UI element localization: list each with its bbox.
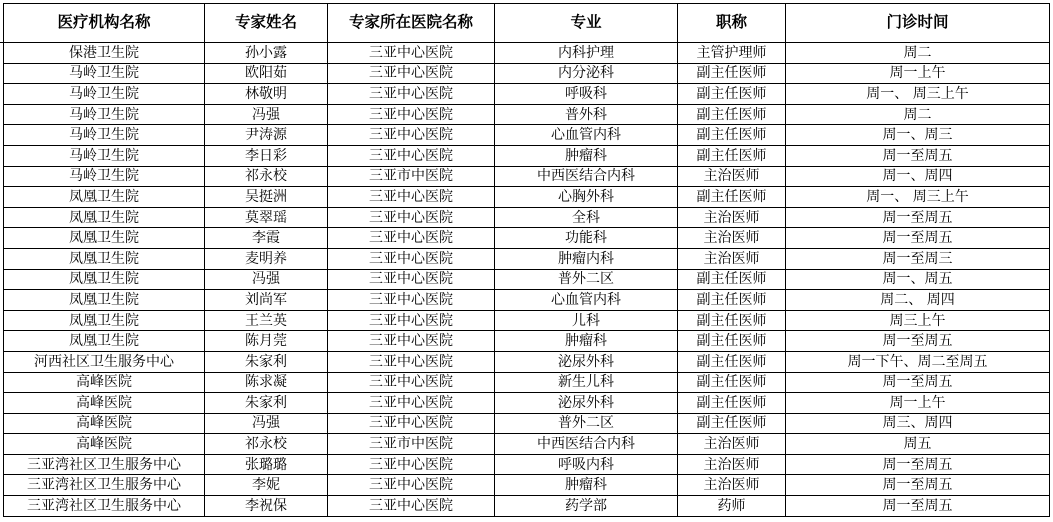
cell-specialty: 药学部 xyxy=(495,496,678,517)
header-specialty: 专业 xyxy=(495,4,678,43)
cell-clinic-time: 周一、周四 xyxy=(786,166,1050,187)
cell-institution: 马岭卫生院 xyxy=(4,104,205,125)
table-row xyxy=(4,187,1050,208)
cell-expert-name: 王兰英 xyxy=(205,310,328,331)
cell-expert-hospital: 三亚中心医院 xyxy=(328,393,495,414)
cell-title: 药师 xyxy=(678,496,786,517)
cell-specialty: 中西医结合内科 xyxy=(495,166,678,187)
cell-expert-hospital: 三亚中心医院 xyxy=(328,290,495,311)
cell-specialty: 新生儿科 xyxy=(495,372,678,393)
cell-title: 副主任医师 xyxy=(678,104,786,125)
cell-clinic-time: 周一至周五 xyxy=(786,496,1050,517)
cell-expert-name: 孙小露 xyxy=(205,43,328,64)
table-row xyxy=(4,228,1050,249)
cell-expert-hospital: 三亚中心医院 xyxy=(328,84,495,105)
cell-institution: 凤凰卫生院 xyxy=(4,187,205,208)
cell-expert-hospital: 三亚中心医院 xyxy=(328,454,495,475)
table-row xyxy=(4,331,1050,352)
header-expert-hospital: 专家所在医院名称 xyxy=(328,4,495,43)
cell-specialty: 泌尿外科 xyxy=(495,351,678,372)
table-row xyxy=(4,166,1050,187)
cell-clinic-time: 周一、周五 xyxy=(786,269,1050,290)
cell-institution: 马岭卫生院 xyxy=(4,84,205,105)
cell-expert-hospital: 三亚中心医院 xyxy=(328,228,495,249)
cell-institution: 三亚湾社区卫生服务中心 xyxy=(4,496,205,517)
cell-title: 副主任医师 xyxy=(678,331,786,352)
cell-expert-name: 李祝保 xyxy=(205,496,328,517)
cell-clinic-time: 周一至周五 xyxy=(786,454,1050,475)
cell-expert-name: 麦明养 xyxy=(205,248,328,269)
cell-institution: 三亚湾社区卫生服务中心 xyxy=(4,454,205,475)
cell-specialty: 心血管内科 xyxy=(495,290,678,311)
cell-clinic-time: 周一下午、周二至周五 xyxy=(786,351,1050,372)
cell-clinic-time: 周一至周五 xyxy=(786,331,1050,352)
cell-specialty: 中西医结合内科 xyxy=(495,434,678,455)
cell-expert-hospital: 三亚市中医院 xyxy=(328,434,495,455)
cell-institution: 马岭卫生院 xyxy=(4,166,205,187)
cell-clinic-time: 周一至周五 xyxy=(786,207,1050,228)
cell-expert-name: 欧阳茹 xyxy=(205,63,328,84)
cell-institution: 凤凰卫生院 xyxy=(4,207,205,228)
cell-expert-name: 张璐璐 xyxy=(205,454,328,475)
cell-institution: 保港卫生院 xyxy=(4,43,205,64)
cell-institution: 马岭卫生院 xyxy=(4,63,205,84)
cell-specialty: 儿科 xyxy=(495,310,678,331)
cell-expert-hospital: 三亚中心医院 xyxy=(328,475,495,496)
cell-title: 主治医师 xyxy=(678,248,786,269)
cell-specialty: 肿瘤科 xyxy=(495,145,678,166)
cell-title: 副主任医师 xyxy=(678,290,786,311)
cell-title: 主治医师 xyxy=(678,434,786,455)
cell-title: 副主任医师 xyxy=(678,413,786,434)
cell-clinic-time: 周二 xyxy=(786,104,1050,125)
cell-institution: 高峰医院 xyxy=(4,413,205,434)
cell-clinic-time: 周三、周四 xyxy=(786,413,1050,434)
cell-expert-name: 冯强 xyxy=(205,413,328,434)
cell-clinic-time: 周一至周五 xyxy=(786,145,1050,166)
table-row xyxy=(4,413,1050,434)
table-row xyxy=(4,104,1050,125)
cell-clinic-time: 周一上午 xyxy=(786,63,1050,84)
cell-title: 副主任医师 xyxy=(678,393,786,414)
cell-clinic-time: 周一、 周三上午 xyxy=(786,84,1050,105)
table-row xyxy=(4,269,1050,290)
table-row xyxy=(4,454,1050,475)
cell-expert-hospital: 三亚中心医院 xyxy=(328,351,495,372)
cell-specialty: 普外二区 xyxy=(495,269,678,290)
header-clinic-time: 门诊时间 xyxy=(786,4,1050,43)
cell-expert-hospital: 三亚中心医院 xyxy=(328,125,495,146)
table-row xyxy=(4,145,1050,166)
cell-clinic-time: 周五 xyxy=(786,434,1050,455)
table-row xyxy=(4,434,1050,455)
table-row xyxy=(4,475,1050,496)
table-row xyxy=(4,207,1050,228)
cell-clinic-time: 周一、 周三上午 xyxy=(786,187,1050,208)
cell-title: 主治医师 xyxy=(678,207,786,228)
table-row xyxy=(4,63,1050,84)
cell-expert-name: 冯强 xyxy=(205,104,328,125)
cell-institution: 凤凰卫生院 xyxy=(4,269,205,290)
cell-specialty: 内科护理 xyxy=(495,43,678,64)
cell-specialty: 肿瘤科 xyxy=(495,475,678,496)
cell-institution: 凤凰卫生院 xyxy=(4,290,205,311)
cell-title: 副主任医师 xyxy=(678,351,786,372)
cell-clinic-time: 周一至周五 xyxy=(786,228,1050,249)
cell-expert-hospital: 三亚中心医院 xyxy=(328,372,495,393)
cell-title: 主治医师 xyxy=(678,475,786,496)
table-row xyxy=(4,125,1050,146)
table-row xyxy=(4,290,1050,311)
cell-expert-hospital: 三亚中心医院 xyxy=(328,310,495,331)
table-row xyxy=(4,393,1050,414)
header-title: 职称 xyxy=(678,4,786,43)
table-row xyxy=(4,248,1050,269)
cell-institution: 凤凰卫生院 xyxy=(4,310,205,331)
cell-institution: 高峰医院 xyxy=(4,434,205,455)
table-row xyxy=(4,372,1050,393)
cell-specialty: 普外二区 xyxy=(495,413,678,434)
cell-institution: 马岭卫生院 xyxy=(4,145,205,166)
cell-institution: 凤凰卫生院 xyxy=(4,228,205,249)
cell-expert-name: 刘尚军 xyxy=(205,290,328,311)
cell-clinic-time: 周二 xyxy=(786,43,1050,64)
cell-expert-hospital: 三亚中心医院 xyxy=(328,331,495,352)
cell-title: 副主任医师 xyxy=(678,63,786,84)
cell-expert-name: 陈月莞 xyxy=(205,331,328,352)
cell-specialty: 内分泌科 xyxy=(495,63,678,84)
cell-expert-name: 李霞 xyxy=(205,228,328,249)
cell-specialty: 肿瘤内科 xyxy=(495,248,678,269)
header-row xyxy=(4,4,1050,43)
cell-title: 副主任医师 xyxy=(678,125,786,146)
cell-title: 副主任医师 xyxy=(678,269,786,290)
table-row xyxy=(4,351,1050,372)
cell-title: 副主任医师 xyxy=(678,187,786,208)
cell-expert-name: 冯强 xyxy=(205,269,328,290)
cell-expert-hospital: 三亚市中医院 xyxy=(328,166,495,187)
cell-specialty: 全科 xyxy=(495,207,678,228)
cell-expert-name: 朱家利 xyxy=(205,351,328,372)
cell-expert-hospital: 三亚中心医院 xyxy=(328,145,495,166)
cell-title: 副主任医师 xyxy=(678,310,786,331)
table-row xyxy=(4,496,1050,517)
cell-expert-name: 朱家利 xyxy=(205,393,328,414)
cell-expert-hospital: 三亚中心医院 xyxy=(328,104,495,125)
cell-clinic-time: 周三上午 xyxy=(786,310,1050,331)
cell-specialty: 心血管内科 xyxy=(495,125,678,146)
cell-expert-hospital: 三亚中心医院 xyxy=(328,187,495,208)
cell-clinic-time: 周一至周三 xyxy=(786,248,1050,269)
cell-specialty: 泌尿外科 xyxy=(495,393,678,414)
cell-expert-hospital: 三亚中心医院 xyxy=(328,63,495,84)
cell-expert-hospital: 三亚中心医院 xyxy=(328,248,495,269)
cell-specialty: 心胸外科 xyxy=(495,187,678,208)
cell-clinic-time: 周一至周五 xyxy=(786,475,1050,496)
cell-institution: 高峰医院 xyxy=(4,372,205,393)
cell-expert-hospital: 三亚中心医院 xyxy=(328,496,495,517)
cell-expert-name: 陈求凝 xyxy=(205,372,328,393)
cell-specialty: 肿瘤科 xyxy=(495,331,678,352)
cell-expert-name: 李日彩 xyxy=(205,145,328,166)
cell-specialty: 普外科 xyxy=(495,104,678,125)
cell-expert-hospital: 三亚中心医院 xyxy=(328,413,495,434)
cell-title: 主治医师 xyxy=(678,454,786,475)
cell-title: 主治医师 xyxy=(678,166,786,187)
table-row xyxy=(4,310,1050,331)
cell-expert-name: 李妮 xyxy=(205,475,328,496)
cell-expert-hospital: 三亚中心医院 xyxy=(328,207,495,228)
cell-institution: 马岭卫生院 xyxy=(4,125,205,146)
cell-title: 主治医师 xyxy=(678,228,786,249)
cell-title: 副主任医师 xyxy=(678,84,786,105)
clinic-schedule-table xyxy=(3,3,1050,517)
header-expert-name: 专家姓名 xyxy=(205,4,328,43)
table-row xyxy=(4,43,1050,64)
cell-clinic-time: 周一、周三 xyxy=(786,125,1050,146)
cell-clinic-time: 周二、 周四 xyxy=(786,290,1050,311)
cell-clinic-time: 周一上午 xyxy=(786,393,1050,414)
cell-institution: 凤凰卫生院 xyxy=(4,331,205,352)
cell-expert-hospital: 三亚中心医院 xyxy=(328,269,495,290)
cell-expert-name: 林敬明 xyxy=(205,84,328,105)
cell-expert-name: 莫翠瑶 xyxy=(205,207,328,228)
table-row xyxy=(4,84,1050,105)
cell-title: 主管护理师 xyxy=(678,43,786,64)
cell-clinic-time: 周一至周五 xyxy=(786,372,1050,393)
cell-institution: 高峰医院 xyxy=(4,393,205,414)
cell-specialty: 呼吸科 xyxy=(495,84,678,105)
cell-specialty: 功能科 xyxy=(495,228,678,249)
cell-institution: 三亚湾社区卫生服务中心 xyxy=(4,475,205,496)
cell-institution: 凤凰卫生院 xyxy=(4,248,205,269)
cell-institution: 河西社区卫生服务中心 xyxy=(4,351,205,372)
cell-expert-name: 尹涛源 xyxy=(205,125,328,146)
header-institution: 医疗机构名称 xyxy=(4,4,205,43)
cell-expert-name: 吴挺洲 xyxy=(205,187,328,208)
cell-expert-hospital: 三亚中心医院 xyxy=(328,43,495,64)
cell-title: 副主任医师 xyxy=(678,372,786,393)
cell-expert-name: 祁永校 xyxy=(205,434,328,455)
cell-title: 副主任医师 xyxy=(678,145,786,166)
cell-specialty: 呼吸内科 xyxy=(495,454,678,475)
cell-expert-name: 祁永校 xyxy=(205,166,328,187)
